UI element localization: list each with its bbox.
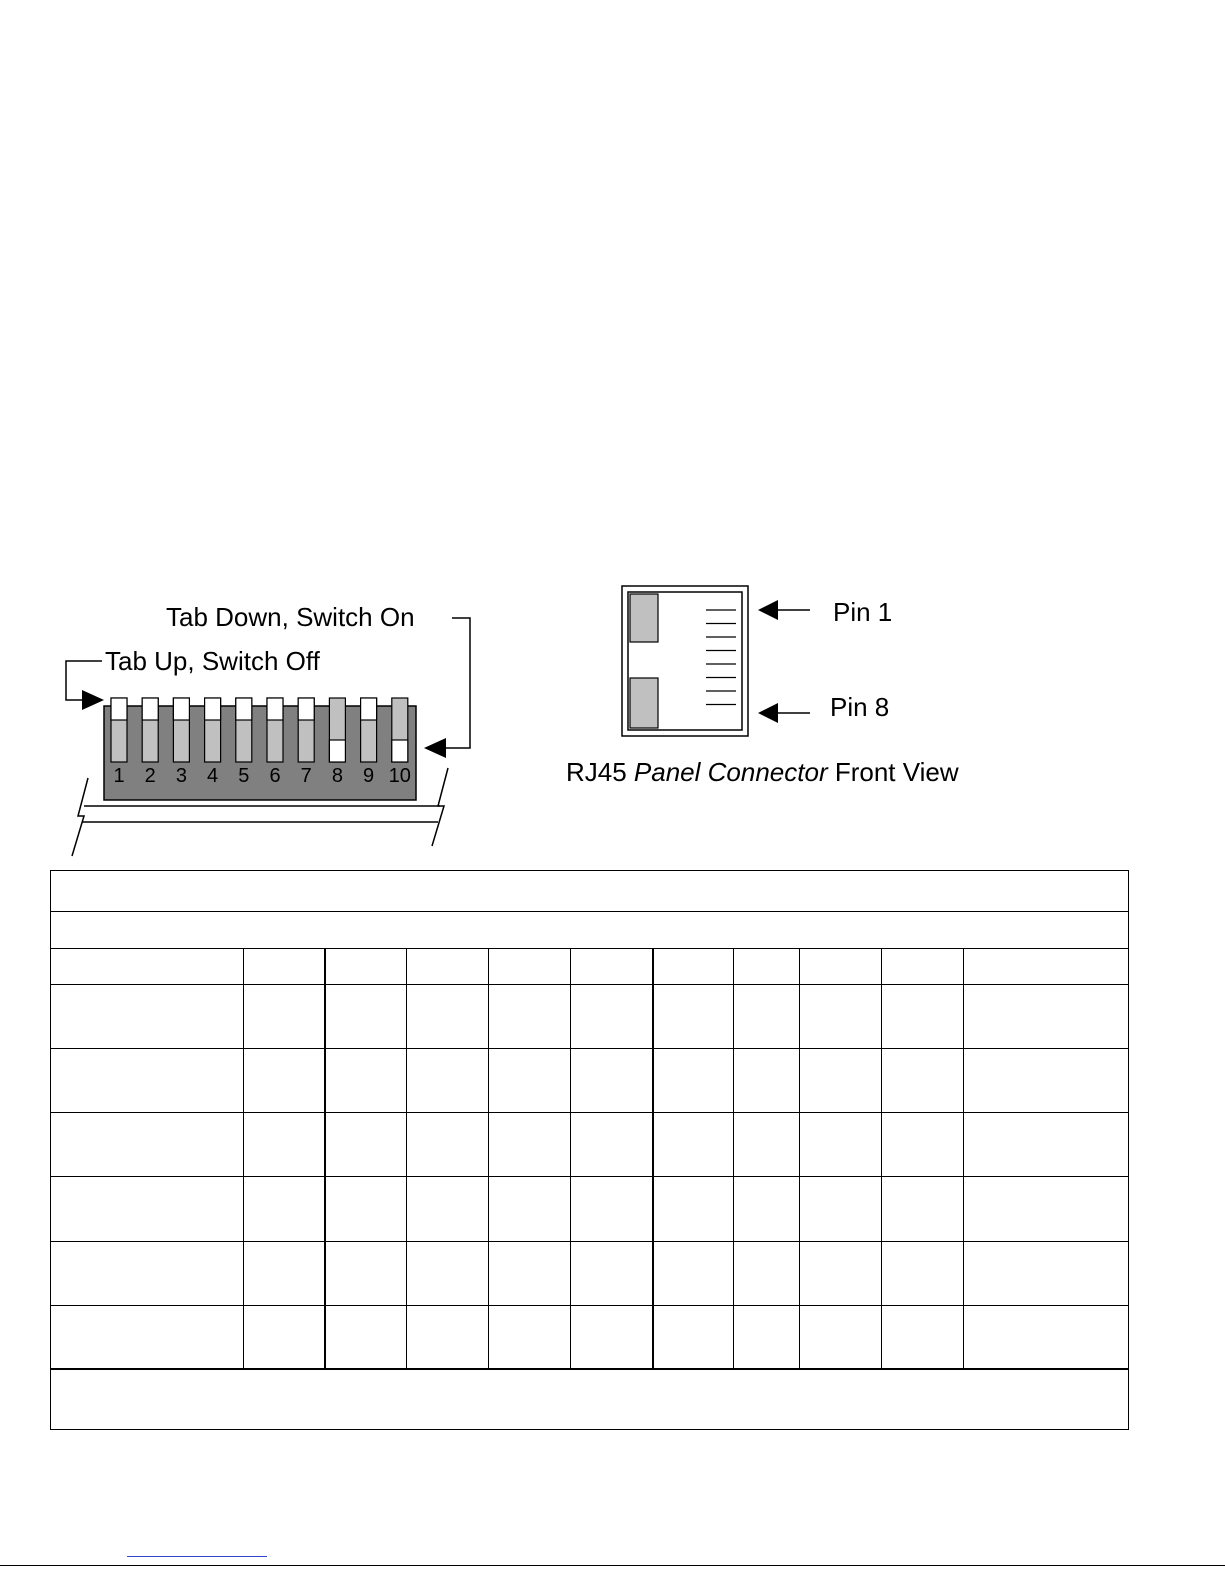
table-header-bottom xyxy=(51,984,1128,985)
table-col-divider xyxy=(963,948,964,1368)
dip-switch-4-tab-off xyxy=(205,698,221,720)
table-title-divider xyxy=(51,911,1128,912)
dip-switch-6-tab-off xyxy=(267,698,283,720)
table-row-divider xyxy=(51,1241,1128,1242)
table-row-divider xyxy=(51,1048,1128,1049)
dip-switch-10-tab-on xyxy=(392,740,408,762)
table-row-divider xyxy=(51,1305,1128,1306)
dip-switch-number-2: 2 xyxy=(144,765,156,787)
table-col-divider xyxy=(570,948,571,1368)
dip-switch-7-tab-off xyxy=(298,698,314,720)
caption-suffix: Front View xyxy=(827,757,959,787)
settings-table xyxy=(50,870,1129,1430)
dip-switch-2-tab-off xyxy=(142,698,158,720)
rj45-latch-top xyxy=(630,594,658,642)
dip-break-left xyxy=(72,778,88,856)
dip-switch-5-tab-off xyxy=(236,698,252,720)
table-col-divider xyxy=(488,948,489,1368)
dip-switch-number-9: 9 xyxy=(363,765,375,787)
caption-italic: Panel Connector xyxy=(633,757,828,787)
table-header-top xyxy=(51,948,1128,949)
dip-switch-number-7: 7 xyxy=(300,765,312,787)
table-row-divider xyxy=(51,1112,1128,1113)
dip-switch-number-6: 6 xyxy=(269,765,281,787)
table-col-divider xyxy=(881,948,882,1368)
dip-switch-8-tab-on xyxy=(329,740,345,762)
table-col-divider xyxy=(652,948,654,1368)
callout-on-arrow xyxy=(424,738,446,758)
page-footer-rule xyxy=(0,1565,1225,1566)
callout-on-line xyxy=(444,618,470,748)
dip-switch-number-3: 3 xyxy=(175,765,187,787)
table-footer-divider xyxy=(51,1368,1128,1370)
pin1-label: Pin 1 xyxy=(833,597,893,627)
dip-switch-9-tab-off xyxy=(361,698,377,720)
dip-switch-3-tab-off xyxy=(173,698,189,720)
table-col-divider xyxy=(243,948,244,1368)
table-col-divider xyxy=(799,948,800,1368)
page-footer-link-underline xyxy=(127,1556,267,1557)
dip-switch-number-8: 8 xyxy=(331,765,343,787)
label-tab-up-switch-off: Tab Up, Switch Off xyxy=(105,646,320,676)
table-row-divider xyxy=(51,1176,1128,1177)
rj45-latch-bottom xyxy=(630,678,658,728)
table-col-divider xyxy=(733,948,734,1368)
table-col-divider xyxy=(324,948,326,1368)
dip-switch-1-tab-off xyxy=(111,698,127,720)
pin1-arrow-head xyxy=(758,600,778,620)
dip-switch-number-4: 4 xyxy=(207,765,219,787)
rj45-caption xyxy=(566,757,959,787)
dip-switch-number-5: 5 xyxy=(238,765,250,787)
callout-off-arrow xyxy=(82,690,104,710)
dip-break-right xyxy=(432,768,448,846)
caption-prefix: RJ45 xyxy=(566,757,634,787)
dip-switch-number-1: 1 xyxy=(113,765,125,787)
dip-switch-number-10: 10 xyxy=(388,765,411,787)
pin8-label: Pin 8 xyxy=(830,692,890,722)
pin8-arrow-head xyxy=(758,703,778,723)
label-tab-down-switch-on: Tab Down, Switch On xyxy=(166,602,415,632)
table-col-divider xyxy=(406,948,407,1368)
